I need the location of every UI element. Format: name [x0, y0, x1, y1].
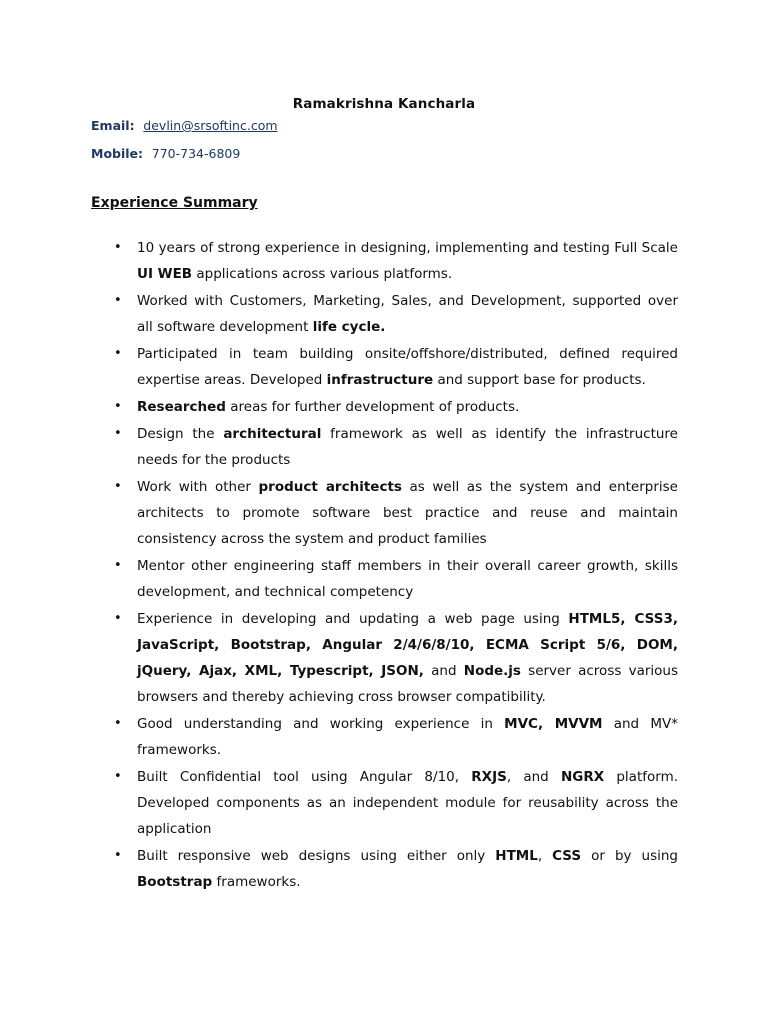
bullet-text: Good understanding and working experience in — [137, 716, 505, 732]
bullet-bold-text: NGRX — [560, 769, 605, 785]
list-item — [112, 606, 678, 710]
bullet-icon: • — [114, 479, 122, 494]
list-item — [112, 341, 678, 393]
bullet-text: , — [537, 848, 553, 864]
bullet-text: platform. Developed components as an independent module for reusability across the application — [137, 769, 679, 837]
list-item — [112, 474, 678, 552]
bullet-text: Design the — [137, 426, 224, 442]
email-link[interactable]: devlin@srsoftinc.com — [143, 118, 278, 133]
bullet-text: Built responsive web designs using either only — [137, 848, 496, 864]
bullet-bold-text: UI WEB — [137, 266, 193, 282]
bullet-icon: • — [114, 240, 122, 255]
list-item — [112, 843, 678, 895]
experience-summary-list — [112, 235, 678, 896]
email-line — [91, 118, 278, 133]
candidate-name: Ramakrishna Kancharla — [292, 96, 476, 112]
mobile-label: Mobile: — [91, 146, 144, 161]
bullet-bold-text: product architects — [258, 479, 402, 495]
bullet-text: Mentor other engineering staff members in their overall career growth, skills development, and technical competency — [137, 558, 678, 600]
bullet-icon: • — [114, 769, 122, 784]
bullet-bold-text: RXJS — [471, 769, 507, 785]
list-item — [112, 394, 678, 420]
bullet-text: and support base for products. — [433, 372, 646, 388]
list-item — [112, 553, 678, 605]
bullet-text: Experience in developing and updating a web page using — [137, 611, 569, 627]
bullet-bold-text: HTML5, CSS3, JavaScript, Bootstrap, Angular 2/4/6/8/10, ECMA Script 5/6, DOM, jQuery, Ajax, XML, Typescript, JSON, — [137, 611, 678, 679]
bullet-text: , and — [506, 769, 561, 785]
bullet-text: Worked with Customers, Marketing, Sales, and Development, supported over all software development — [137, 293, 678, 335]
bullet-icon: • — [114, 293, 122, 308]
bullet-bold-text: HTML — [495, 848, 538, 864]
bullet-icon: • — [114, 611, 122, 626]
bullet-bold-text: infrastructure — [326, 372, 434, 388]
list-item — [112, 288, 678, 340]
bullet-text: Work with other — [137, 479, 259, 495]
list-item — [112, 421, 678, 473]
bullet-bold-text: CSS — [552, 848, 582, 864]
mobile-number: 770-734-6809 — [151, 146, 241, 161]
bullet-text: and — [423, 663, 464, 679]
list-item — [112, 711, 678, 763]
bullet-icon: • — [114, 558, 122, 573]
email-label: Email: — [91, 118, 135, 133]
bullet-bold-text: Node.js — [463, 663, 521, 679]
bullet-text: as well as the system and enterprise architects to promote software best practice and reuse and maintain consistency across the system and product families — [137, 479, 678, 547]
bullet-icon: • — [114, 346, 122, 361]
bullet-text: areas for further development of products. — [225, 399, 520, 415]
bullet-text: applications across various platforms. — [192, 266, 453, 282]
bullet-text: frameworks. — [212, 874, 301, 890]
bullet-icon: • — [114, 716, 122, 731]
bullet-bold-text: Bootstrap — [137, 874, 213, 890]
experience-summary-heading: Experience Summary — [91, 195, 258, 211]
bullet-text: and MV* frameworks. — [137, 716, 678, 758]
bullet-text: server across various browsers and thereby achieving cross browser compatibility. — [137, 663, 679, 705]
bullet-text: framework as well as identify the infrastructure needs for the products — [137, 426, 678, 468]
mobile-line — [91, 146, 240, 161]
bullet-icon: • — [114, 426, 122, 441]
bullet-icon: • — [114, 848, 122, 863]
bullet-text: Participated in team building onsite/offshore/distributed, defined required expertise areas. Developed — [137, 346, 678, 388]
bullet-text: or by using — [581, 848, 678, 864]
list-item — [112, 235, 678, 287]
bullet-bold-text: architectural — [223, 426, 322, 442]
bullet-text: Built Confidential tool using Angular 8/10, — [137, 769, 472, 785]
bullet-bold-text: MVC, MVVM — [504, 716, 603, 732]
bullet-bold-text: life cycle. — [312, 319, 386, 335]
bullet-icon: • — [114, 399, 122, 414]
list-item — [112, 764, 678, 842]
bullet-text: 10 years of strong experience in designing, implementing and testing Full Scale — [137, 240, 678, 256]
bullet-bold-text: Researched — [137, 399, 226, 415]
